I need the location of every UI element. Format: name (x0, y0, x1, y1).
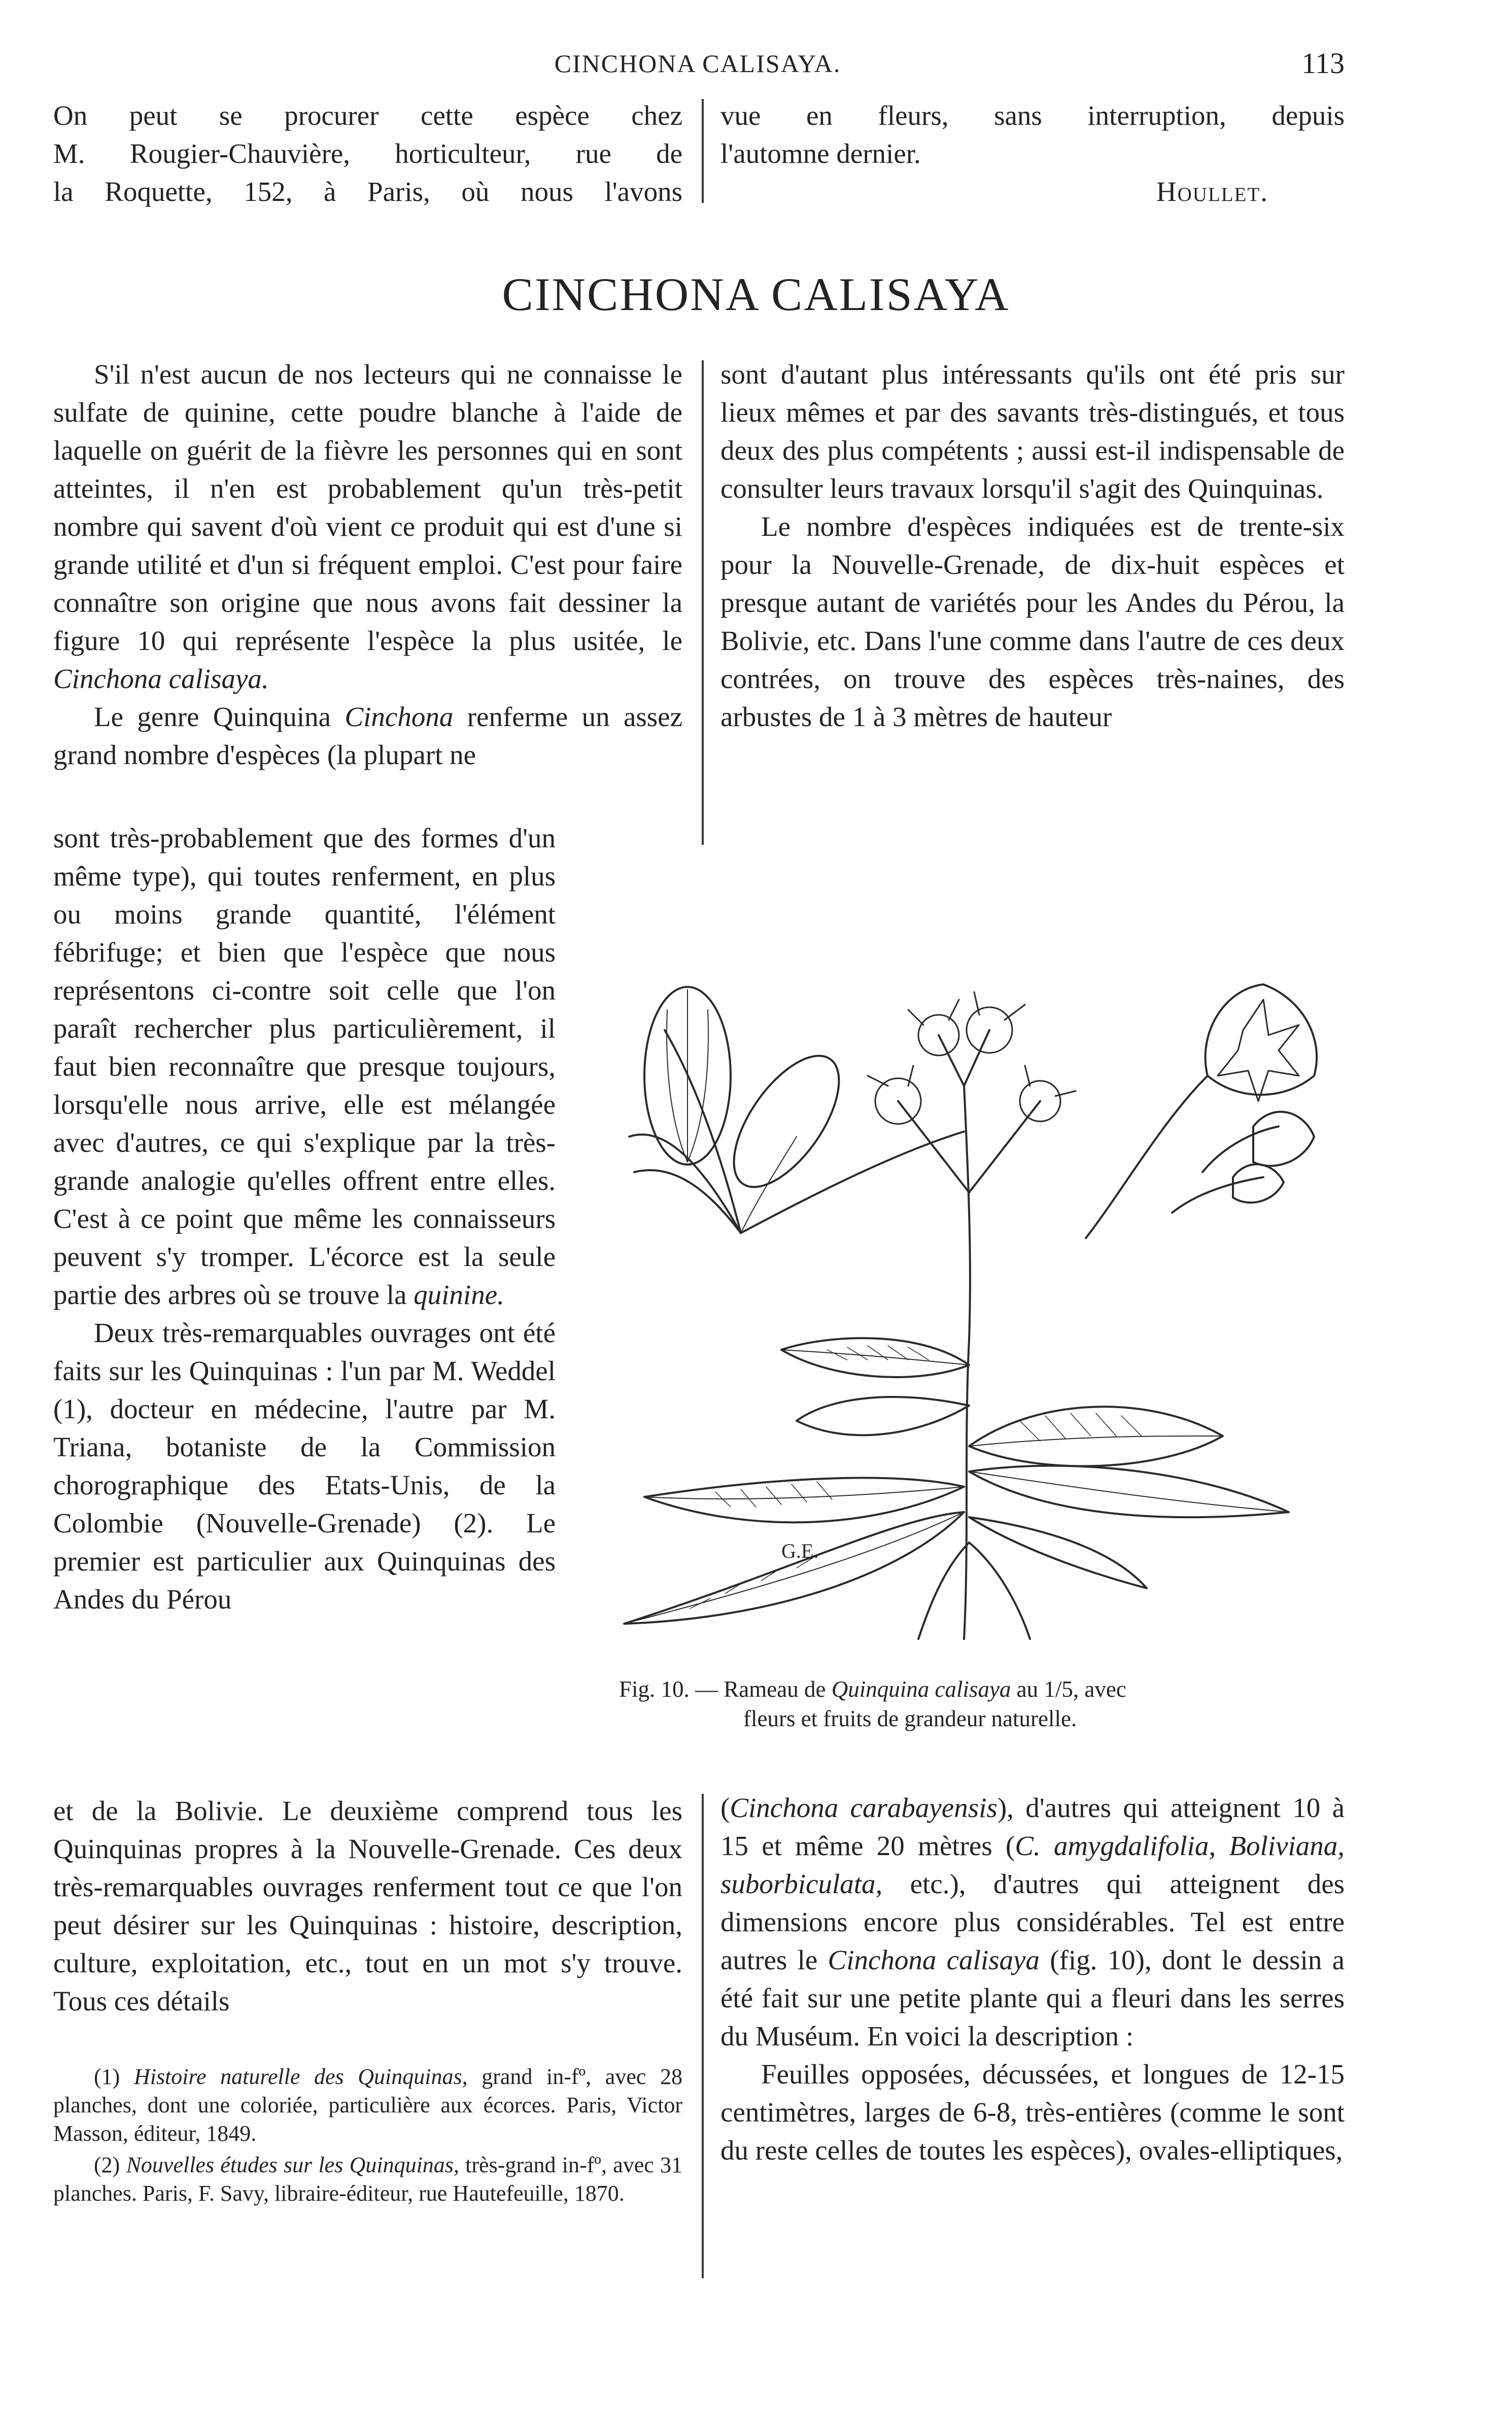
paragraph: sont d'autant plus intéressants qu'ils ont été pris sur lieux mêmes et par des savants très-distingués, et tous deux des plus compétents ; aussi est-il indispensable de consulter leurs travaux lorsqu'il s'agit des Quinquinas. (720, 359, 1345, 504)
paragraph: et de la Bolivie. Le deuxième comprend tous les Quinquinas propres à la Nouvelle-Grenade. Ces deux très-remarquables ouvrages renferment tout ce que l'on peut désirer sur les Quinquinas : histoire, description, culture, exploitation, etc., tout en un mot s'y trouve. Tous ces détails (53, 1795, 682, 2016)
footnotes (53, 2063, 682, 2211)
paragraph: (Cinchona carabayensis), d'autres qui atteignent 10 à 15 et même 20 mètres (C. amygdalifolia, Boliviana, suborbiculata, etc.), d'autres qui atteignent des dimensions encore plus considérables. Tel est entre autres le Cinchona calisaya (fig. 10), dont le dessin a été fait sur une petite plante qui a fleuri dans les serres du Muséum. En voici la description : (720, 1792, 1345, 2051)
right-column-bottom (720, 1789, 1345, 2169)
figure-label: Fig. 10. (619, 1677, 690, 1702)
footnote-1: (1) Histoire naturelle des Quinquinas, grand in-fº, avec 28 planches, dont une coloriée, particulière aux écorces. Paris, Victor Masson, éditeur, 1849. (53, 2064, 682, 2146)
intro-line: On peut se procurer cette espèce chez (53, 100, 682, 131)
footnote-2: (2) Nouvelles études sur les Quinquinas, très-grand in-fº, avec 31 planches. Paris, F. Savy, libraire-éditeur, rue Hautefeuille, 1870. (53, 2152, 683, 2206)
intro-line: la Roquette, 152, à Paris, où nous l'avons (53, 176, 682, 207)
figure-caption: Fig. 10. — Rameau de Quinquina calisaya au 1/5, avec fleurs et fruits de grandeur naturelle. (619, 1677, 1126, 1731)
paragraph: Deux très-remarquables ouvrages ont été faits sur les Quinquinas : l'un par M. Weddel (1), docteur en médecine, l'autre par M. Triana, botaniste de la Commission chorographique des Etats-Unis, de la Colombie (Nouvelle-Grenade) (2). Le premier est particulier aux Quinquinas des Andes du Pérou (53, 1317, 556, 1615)
paragraph: Le genre Quinquina Cinchona renferme un assez grand nombre d'espèces (la plupart ne (53, 701, 682, 770)
left-column-middle (53, 819, 556, 1618)
author-signature: Houllet. (1156, 176, 1268, 207)
intro-line: vue en fleurs, sans interruption, depuis (720, 100, 1345, 131)
left-column-bottom (53, 1792, 682, 2020)
left-column-top (53, 355, 682, 774)
botanical-illustration (614, 908, 1345, 1649)
intro-right-column (720, 96, 1345, 211)
cinchona-branch-drawing (614, 908, 1345, 1649)
article-title: CINCHONA CALISAYA (502, 268, 1010, 320)
running-title: CINCHONA CALISAYA. (554, 49, 841, 78)
paragraph: Le nombre d'espèces indiquées est de trente-six pour la Nouvelle-Grenade, de dix-huit espèces et presque autant de variétés pour les Andes du Pérou, la Bolivie, etc. Dans l'une comme dans l'autre de ces deux contrées, on trouve des espèces très-naines, des arbustes de 1 à 3 mètres de hauteur (720, 511, 1345, 732)
column-divider-intro (702, 99, 704, 203)
page-number: 113 (1301, 47, 1345, 80)
paragraph: S'il n'est aucun de nos lecteurs qui ne connaisse le sulfate de quinine, cette poudre blanche à l'aide de laquelle on guérit de la fièvre les personnes qui en sont atteintes, il n'en est probablement qu'un très-petit nombre qui savent d'où vient ce produit qui est d'une si grande utilité et d'un si fréquent emploi. C'est pour faire connaître son origine que nous avons fait dessiner la figure 10 qui représente l'espèce la plus usitée, le Cinchona calisaya. (53, 359, 682, 694)
intro-line: M. Rougier-Chauvière, horticulteur, rue de (53, 138, 682, 169)
intro-line: l'automne dernier. (720, 138, 921, 169)
column-divider-bottom (702, 1794, 704, 2278)
engraver-signature: G.E. (781, 1540, 819, 1562)
paragraph: sont très-probablement que des formes d'un même type), qui toutes renferment, en plus ou moins grande quantité, l'élément fébrifuge; et bien que l'espèce que nous représentons ci-contre soit celle que l'on paraît rechercher plus particulièrement, il faut bien reconnaître que presque toujours, lorsqu'elle nous arrive, elle est mélangée avec d'autres, ce qui s'explique par la très-grande analogie qu'elles offrent entre elles. C'est à ce point que même les connaisseurs peuvent s'y tromper. L'écorce est la seule partie des arbres où se trouve la quinine. (53, 823, 556, 1310)
right-column-top (720, 355, 1345, 736)
intro-left-column (53, 96, 682, 211)
paragraph: Feuilles opposées, décussées, et longues de 12-15 centimètres, larges de 6-8, très-entières (comme le sont du reste celles de toutes les espèces), ovales-elliptiques, (720, 2059, 1345, 2166)
column-divider-top (702, 360, 704, 845)
